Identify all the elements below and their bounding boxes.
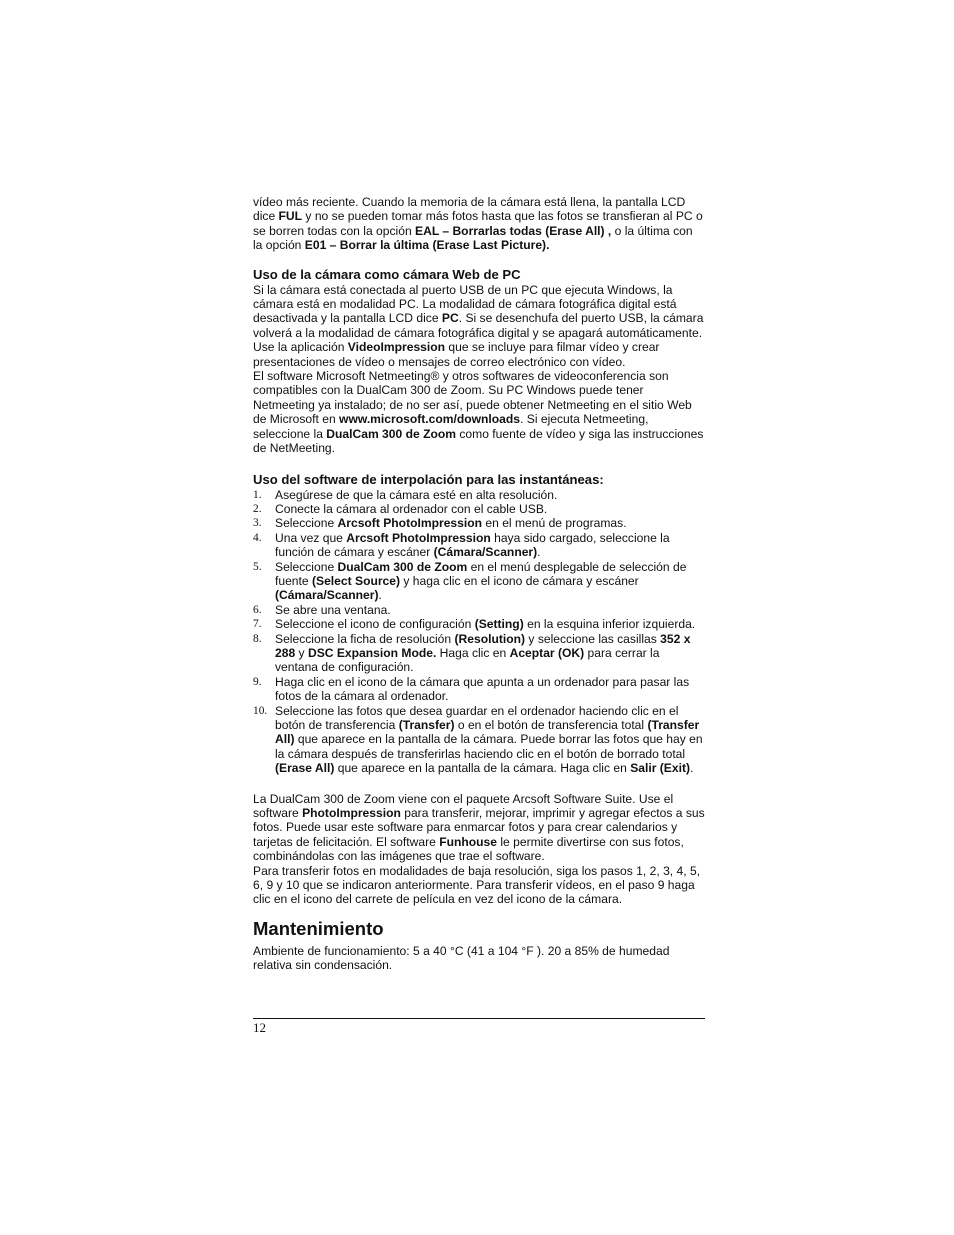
- text-run: o en el botón de transferencia total: [454, 718, 648, 732]
- step-text: [275, 488, 705, 502]
- text-run: Conecte la cámara al ordenador con el cable USB.: [275, 501, 548, 516]
- bold-text: Salir (Exit): [630, 761, 691, 776]
- text-run: Ambiente de funcionamiento: 5 a 40 °C (41 a 104 °F ). 20 a 85% de humedad relativa sin condensación.: [253, 943, 670, 973]
- step-number: 9.: [253, 675, 262, 688]
- steps-list: [253, 488, 705, 776]
- text-run: .: [378, 588, 382, 603]
- text-run: como fuente de vídeo y siga las instrucciones de NetMeeting.: [253, 426, 704, 456]
- bold-text: (Cámara/Scanner): [275, 588, 379, 603]
- text-run: y seleccione las casillas: [525, 631, 661, 646]
- paragraph-webcam-1: [253, 283, 705, 369]
- bold-text: Funhouse: [439, 834, 497, 849]
- bold-text: PC: [441, 311, 459, 326]
- step-item: [253, 617, 705, 631]
- step-number: 4.: [253, 531, 262, 544]
- bold-text: Aceptar (OK): [509, 645, 585, 660]
- bold-text: (Transfer): [398, 718, 455, 732]
- text-run: para transferir, mejorar, imprimir y agregar efectos a sus fotos. Puede usar este software para enmarcar fotos y para crear calendarios y tarjetas de felicitación. El software: [253, 806, 705, 849]
- text-run: o la última con la opción: [253, 223, 693, 253]
- step-text: [275, 531, 705, 560]
- step-number: 10.: [253, 704, 268, 717]
- text-run: La DualCam 300 de Zoom viene con el paquete Arcsoft Software Suite. Use el software: [253, 791, 674, 821]
- bold-text: (Transfer All): [275, 718, 700, 747]
- step-item: [253, 502, 705, 516]
- text-run: Seleccione las fotos que desea guardar en el ordenador haciendo clic en el botón de transferencia: [275, 703, 679, 732]
- step-item: [253, 488, 705, 502]
- bold-text: DSC Expansion Mode.: [307, 645, 437, 660]
- step-number: 8.: [253, 632, 262, 645]
- text-run: El software Microsoft Netmeeting® y otros softwares de videoconferencia son compatibles con la DualCam 300 de Zoom. Su PC Windows puede tener Netmeeting ya instalado; de no ser así, puede obtener Netmeeting en el sitio Web de Microsoft en: [253, 369, 692, 427]
- step-text: [275, 675, 705, 704]
- bold-text: (Erase All): [275, 761, 335, 776]
- text-run: Asegúrese de que la cámara esté en alta resolución.: [275, 487, 558, 502]
- bold-text: EAL – Borrarlas todas (Erase All) ,: [415, 223, 612, 238]
- text-run: Seleccione la ficha de resolución: [275, 631, 455, 646]
- paragraph-webcam-2: [253, 369, 705, 455]
- text-run: que aparece en la pantalla de la cámara. Puede borrar las fotos que hay en la cámara después de transferirlas haciendo clic en el botón de borrado total: [275, 732, 703, 761]
- bold-text: Arcsoft PhotoImpression: [346, 530, 491, 545]
- text-run: Para transferir fotos en modalidades de baja resolución, siga los pasos 1, 2, 3, 4, 5, 6, 9 y 10 que se indicaron anteriormente. Para transferir vídeos, en el paso 9 haga clic en el icono del carrete de película en vez del icono de la cámara.: [253, 863, 701, 907]
- step-number: 1.: [253, 488, 262, 501]
- bold-text: (Cámara/Scanner): [433, 545, 538, 560]
- text-run: Haga clic en el icono de la cámara que apunta a un ordenador para pasar las fotos de la cámara al ordenador.: [275, 674, 690, 704]
- text-run: haya sido cargado, seleccione la función de cámara y escáner: [275, 530, 670, 560]
- step-number: 2.: [253, 502, 262, 515]
- text-run: . Si se desenchufa del puerto USB, la cámara volverá a la modalidad de cámara fotográfica digital y se apagará automáticamente. Use la aplicación: [253, 311, 704, 355]
- text-run: vídeo más reciente. Cuando la memoria de la cámara está llena, la pantalla LCD dice: [253, 195, 686, 224]
- text-run: que se incluye para filmar vídeo y crear presentaciones de vídeo o mensajes de correo electrónico con vídeo.: [253, 340, 660, 369]
- bold-text: DualCam 300 de Zoom: [337, 559, 468, 574]
- text-run: le permite divertirse con sus fotos, combinándolas con las imágenes que trae el software.: [253, 834, 684, 864]
- step-number: 6.: [253, 603, 262, 616]
- text-run: . Si ejecuta Netmeeting, seleccione la: [253, 412, 649, 441]
- paragraph-intro: [253, 195, 705, 253]
- bold-text: Arcsoft PhotoImpression: [337, 516, 483, 531]
- text-run: Una vez que: [275, 530, 347, 545]
- text-run: .: [690, 761, 694, 776]
- step-text: [275, 502, 705, 516]
- text-run: Se abre una ventana.: [275, 602, 391, 617]
- bold-text: (Setting): [474, 617, 524, 632]
- text-run: Seleccione el icono de configuración: [275, 617, 475, 632]
- step-text: [275, 516, 705, 530]
- heading-software: Uso del software de interpolación para las instantáneas:: [253, 471, 604, 487]
- text-run: en el menú de programas.: [482, 516, 627, 531]
- text-run: Haga clic en: [436, 645, 510, 660]
- text-run: en el menú desplegable de selección de fuente: [275, 559, 687, 588]
- bold-text: (Select Source): [311, 573, 401, 588]
- text-run: que aparece en la pantalla de la cámara. Haga clic en: [334, 761, 631, 776]
- step-text: [275, 560, 705, 603]
- heading-maintenance: Mantenimiento: [253, 917, 384, 939]
- bold-text: www.microsoft.com/downloads: [339, 412, 521, 427]
- step-item: [253, 516, 705, 530]
- step-text: [275, 617, 705, 631]
- page-number: 12: [253, 1020, 266, 1035]
- step-item: [253, 603, 705, 617]
- text-run: .: [537, 545, 541, 560]
- bold-text: (Resolution): [454, 631, 526, 646]
- step-number: 5.: [253, 560, 262, 573]
- page-content: [253, 195, 705, 973]
- text-run: y haga clic en el icono de cámara y escáner: [400, 573, 639, 588]
- step-item: [253, 704, 705, 776]
- paragraph-suite-1: [253, 792, 705, 864]
- step-text: [275, 704, 705, 776]
- text-run: Seleccione: [275, 559, 338, 574]
- bold-text: FUL: [278, 209, 303, 224]
- bold-text: DualCam 300 de Zoom: [326, 426, 456, 441]
- bold-text: 352 x 288: [275, 631, 691, 660]
- bold-text: VideoImpression: [347, 340, 446, 355]
- text-run: para cerrar la ventana de configuración.: [275, 645, 660, 675]
- paragraph-suite-2: [253, 864, 705, 907]
- footer-rule: [253, 1018, 705, 1019]
- step-item: [253, 560, 705, 603]
- text-run: y no se pueden tomar más fotos hasta que las fotos se transfieran al PC o se borren todas con la opción: [253, 209, 703, 238]
- step-text: [275, 632, 705, 675]
- heading-webcam: Uso de la cámara como cámara Web de PC: [253, 266, 521, 282]
- step-number: 7.: [253, 618, 262, 631]
- text-run: Seleccione: [275, 516, 338, 531]
- text-run: en la esquina inferior izquierda.: [523, 617, 696, 632]
- step-item: [253, 531, 705, 560]
- bold-text: E01 – Borrar la última (Erase Last Picture).: [304, 238, 550, 253]
- text-run: y: [295, 645, 308, 660]
- paragraph-maintenance: [253, 944, 705, 973]
- step-number: 3.: [253, 517, 262, 530]
- step-item: [253, 675, 705, 704]
- bold-text: PhotoImpression: [302, 806, 401, 821]
- step-item: [253, 632, 705, 675]
- text-run: Si la cámara está conectada al puerto USB de un PC que ejecuta Windows, la cámara está en modalidad PC. La modalidad de cámara fotográfica digital está desactivada y la pantalla LCD dice: [253, 282, 677, 326]
- step-text: [275, 603, 705, 617]
